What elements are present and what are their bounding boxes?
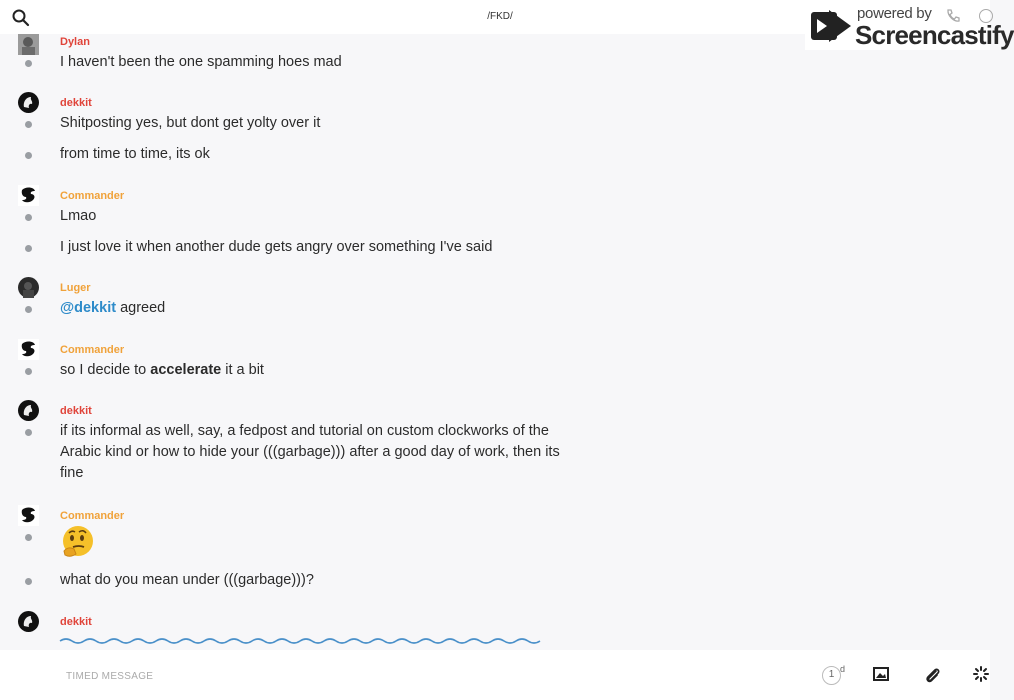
message-bullet	[25, 245, 32, 252]
message-bullet	[25, 152, 32, 159]
message-author[interactable]: Commander	[60, 190, 125, 202]
image-icon	[872, 665, 890, 683]
message-text: if its informal as well, say, a fedpost and tutorial on custom clockworks of the	[60, 423, 549, 439]
message-author[interactable]: Commander	[60, 510, 125, 522]
message-text-part: so I decide to	[60, 362, 151, 378]
message-bullet	[25, 368, 32, 375]
message-text	[60, 298, 560, 319]
message-text: from time to time, its ok	[60, 146, 210, 162]
info-icon[interactable]	[979, 9, 993, 23]
avatar[interactable]	[18, 400, 39, 421]
avatar[interactable]	[18, 339, 39, 360]
message-author[interactable]: dekkit	[60, 616, 92, 628]
message-text: Lmao	[60, 208, 97, 224]
message-author[interactable]: Luger	[60, 282, 91, 294]
send-image-button[interactable]	[872, 665, 892, 685]
message-bullet	[25, 534, 32, 541]
message-bullet	[25, 429, 32, 436]
avatar[interactable]	[18, 505, 39, 526]
message-composer	[0, 650, 990, 700]
message-text: fine	[60, 465, 84, 481]
loading-spinner-icon	[972, 665, 990, 683]
message-bullet	[25, 578, 32, 585]
timer-unit: d	[840, 664, 846, 674]
message-text: Shitposting yes, but dont get yolty over it	[60, 115, 321, 131]
message-text-part: agreed	[116, 300, 166, 316]
message-author[interactable]: dekkit	[60, 97, 92, 109]
message-text: Arabic kind or how to hide your (((garbage))) after a good day of work, then its	[60, 444, 560, 460]
attach-file-button[interactable]	[922, 665, 942, 685]
message-bullet	[25, 214, 32, 221]
message-bullet	[25, 306, 32, 313]
paperclip-icon	[922, 665, 942, 685]
avatar[interactable]	[18, 185, 39, 206]
message-bold-text: accelerate	[150, 362, 222, 378]
message-list	[0, 34, 990, 640]
timed-message-input[interactable]	[66, 668, 766, 684]
message-author[interactable]: dekkit	[60, 405, 92, 417]
message-text-part: it a bit	[221, 362, 264, 378]
message-author[interactable]: Commander	[60, 344, 125, 356]
more-options-button[interactable]	[972, 665, 992, 685]
message-bullet	[25, 60, 32, 67]
link-preview-cut-off	[60, 637, 550, 643]
avatar[interactable]	[18, 34, 39, 55]
watermark-powered-by: powered by	[857, 5, 932, 22]
avatar[interactable]	[18, 92, 39, 113]
message-bullet	[25, 121, 32, 128]
thinking-face-emoji-icon	[60, 524, 96, 560]
channel-title: /FKD/	[487, 11, 513, 22]
avatar[interactable]	[18, 611, 39, 632]
message-timer-button[interactable]	[822, 664, 848, 688]
message-text: I haven't been the one spamming hoes mad	[60, 54, 342, 70]
user-mention[interactable]: @dekkit	[60, 300, 117, 316]
message-text	[60, 360, 560, 381]
message-text: I just love it when another dude gets angry over something I've said	[60, 239, 493, 255]
phone-icon[interactable]	[945, 8, 961, 24]
watermark-brand: Screencastify	[855, 20, 1014, 50]
message-author[interactable]: Dylan	[60, 36, 90, 48]
timer-icon: 1	[822, 666, 841, 685]
avatar[interactable]	[18, 277, 39, 298]
message-text: what do you mean under (((garbage)))?	[60, 572, 314, 588]
